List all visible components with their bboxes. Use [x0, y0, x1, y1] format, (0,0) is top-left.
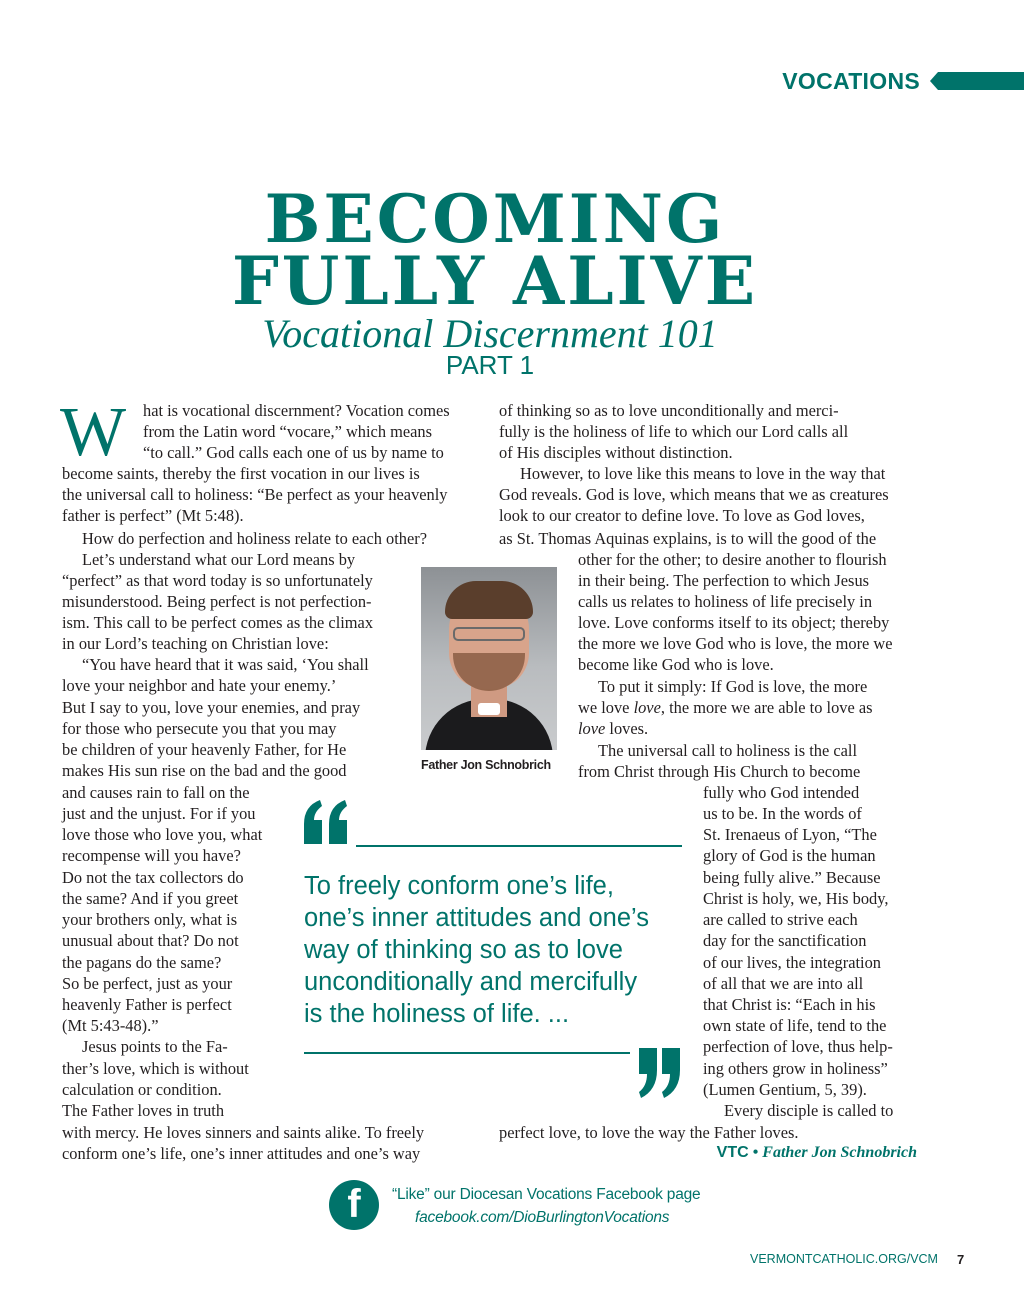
left-column-line: in our Lord’s teaching on Christian love: [62, 634, 329, 653]
left-column-line: “You have heard that it was said, ‘You shall [82, 655, 369, 674]
left-column-line: So be perfect, just as your [62, 974, 233, 993]
left-column-line: calculation or condition. [62, 1080, 222, 1099]
right-column-line: of all that we are into all [703, 974, 864, 993]
right-column-line: look to our creator to define love. To love as God loves, [499, 506, 865, 525]
right-column-line: us to be. In the words of [703, 804, 862, 823]
left-column-line: unusual about that? Do not [62, 931, 239, 950]
left-column-line: “to call.” God calls each one of us by name to [143, 443, 444, 462]
left-column-line: Do not the tax collectors do [62, 868, 244, 887]
right-column-line: God reveals. God is love, which means that we as creatures [499, 485, 889, 504]
left-column-line: misunderstood. Being perfect is not perfection- [62, 592, 372, 611]
close-quote-icon [634, 1046, 684, 1100]
left-column-line: How do perfection and holiness relate to each other? [82, 529, 427, 548]
page-number: 7 [957, 1252, 965, 1267]
right-column-line: calls us relates to holiness of life precisely in [578, 592, 873, 611]
right-column-line: of our lives, the integration [703, 953, 881, 972]
left-column-line: father is perfect” (Mt 5:48). [62, 506, 244, 525]
pull-quote-line: To freely conform one’s life, [304, 872, 614, 900]
right-column-line: Every disciple is called to [724, 1101, 894, 1120]
left-column-line: Let’s understand what our Lord means by [82, 550, 356, 569]
byline [717, 1144, 917, 1162]
left-column-line: ism. This call to be perfect comes as the climax [62, 613, 374, 632]
right-column-line: perfection of love, thus help- [703, 1037, 893, 1056]
left-column-line: love those who love you, what [62, 825, 263, 844]
section-bar [930, 72, 1024, 90]
pull-quote-line: way of thinking so as to love [304, 936, 623, 964]
open-quote-icon [302, 798, 352, 848]
article-part: PART 1 [445, 350, 535, 380]
left-column-line: hat is vocational discernment? Vocation comes [143, 401, 450, 420]
photo-hair [445, 581, 533, 619]
photo-glasses [453, 627, 525, 641]
left-column-line: love your neighbor and hate your enemy.’ [62, 676, 337, 695]
photo-beard [453, 653, 525, 691]
right-column-line: own state of life, tend to the [703, 1016, 887, 1035]
left-column-line: The Father loves in truth [62, 1101, 225, 1120]
right-column-line: we love love, the more we are able to love as [578, 698, 873, 717]
right-column-line: are called to strive each [703, 910, 858, 929]
right-column-line: as St. Thomas Aquinas explains, is to will the good of the [499, 529, 877, 548]
right-column-line: (Lumen Gentium, 5, 39). [703, 1080, 867, 1099]
site-url[interactable]: VERMONTCATHOLIC.ORG/VCM [750, 1252, 938, 1266]
drop-cap: W [60, 394, 127, 471]
pull-quote-rule-bottom [304, 1052, 630, 1054]
right-column-line: The universal call to holiness is the call [598, 741, 857, 760]
right-column-line: perfect love, to love the way the Father loves. [499, 1123, 799, 1142]
left-column-line: become saints, thereby the first vocation in our lives is [62, 464, 420, 483]
left-column-line: with mercy. He loves sinners and saints alike. To freely [62, 1123, 425, 1142]
section-label: VOCATIONS [782, 68, 920, 94]
right-column-line: ing others grow in holiness” [703, 1059, 888, 1078]
right-column-line: Christ is holy, we, His body, [703, 889, 889, 908]
right-column-line: love. Love conforms itself to its object; thereby [578, 613, 890, 632]
right-column-line: love loves. [578, 719, 649, 738]
pull-quote-line: unconditionally and mercifully [304, 968, 638, 996]
left-column-line: your brothers only, what is [62, 910, 238, 929]
article-subtitle: Vocational Discernment 101 [262, 311, 718, 356]
left-column-line: the same? And if you greet [62, 889, 239, 908]
pull-quote-rule-top [356, 845, 682, 847]
left-column-line: the pagans do the same? [62, 953, 222, 972]
right-column-line: St. Irenaeus of Lyon, “The [703, 825, 877, 844]
right-column-line: To put it simply: If God is love, the more [598, 677, 868, 696]
article-title-line2: FULLY ALIVE [231, 242, 759, 320]
right-column-line: fully is the holiness of life to which our Lord calls all [499, 422, 849, 441]
right-column-line: fully who God intended [703, 783, 860, 802]
facebook-promo-text: “Like” our Diocesan Vocations Facebook page [392, 1186, 701, 1203]
left-column-line: “perfect” as that word today is so unfortunately [62, 571, 373, 590]
right-column-line: other for the other; to desire another to flourish [578, 550, 887, 569]
left-column-line: just and the unjust. For if you [62, 804, 256, 823]
right-column-line: in their being. The perfection to which Jesus [578, 571, 870, 590]
author-photo [421, 567, 557, 750]
left-column-line: the universal call to holiness: “Be perfect as your heavenly [62, 485, 448, 504]
byline-separator: • [748, 1144, 763, 1161]
byline-author: Father Jon Schnobrich [762, 1144, 917, 1161]
facebook-link[interactable]: facebook.com/DioBurlingtonVocations [415, 1209, 670, 1226]
left-column-line: and causes rain to fall on the [62, 783, 250, 802]
left-column-line: (Mt 5:43-48).” [62, 1016, 159, 1035]
right-column-line: day for the sanctification [703, 931, 867, 950]
left-column-line: be children of your heavenly Father, for He [62, 740, 347, 759]
facebook-glyph: f [347, 1182, 361, 1226]
right-column-line: from Christ through His Church to become [578, 762, 861, 781]
right-column-line: become like God who is love. [578, 655, 774, 674]
left-column-line: recompense will you have? [62, 846, 241, 865]
pull-quote-line: is the holiness of life. ... [304, 1000, 570, 1028]
left-column-line: makes His sun rise on the bad and the good [62, 761, 347, 780]
left-column-line: heavenly Father is perfect [62, 995, 232, 1014]
right-column-line: the more we love God who is love, the more we [578, 634, 893, 653]
left-column-line: Jesus points to the Fa- [82, 1037, 228, 1056]
right-column-line: glory of God is the human [703, 846, 876, 865]
pull-quote-line: one’s inner attitudes and one’s [304, 904, 649, 932]
article-title-line1: BECOMING [264, 180, 726, 258]
left-column-line: from the Latin word “vocare,” which means [143, 422, 432, 441]
left-column-line: for those who persecute you that you may [62, 719, 337, 738]
facebook-icon[interactable] [329, 1180, 379, 1230]
left-column-line: conform one’s life, one’s inner attitudes and one’s way [62, 1144, 421, 1163]
right-column-line: However, to love like this means to love in the way that [520, 464, 886, 483]
photo-collar [478, 703, 500, 715]
photo-caption: Father Jon Schnobrich [421, 758, 551, 772]
right-column-line: that Christ is: “Each in his [703, 995, 876, 1014]
byline-org: VTC [716, 1144, 749, 1161]
pull-quote [304, 870, 684, 1030]
left-column-line: But I say to you, love your enemies, and pray [62, 698, 361, 717]
right-column-line: of thinking so as to love unconditionally and merci- [499, 401, 839, 420]
right-column-line: being fully alive.” Because [703, 868, 881, 887]
left-column-line: ther’s love, which is without [62, 1059, 249, 1078]
right-column-line: of His disciples without distinction. [499, 443, 733, 462]
